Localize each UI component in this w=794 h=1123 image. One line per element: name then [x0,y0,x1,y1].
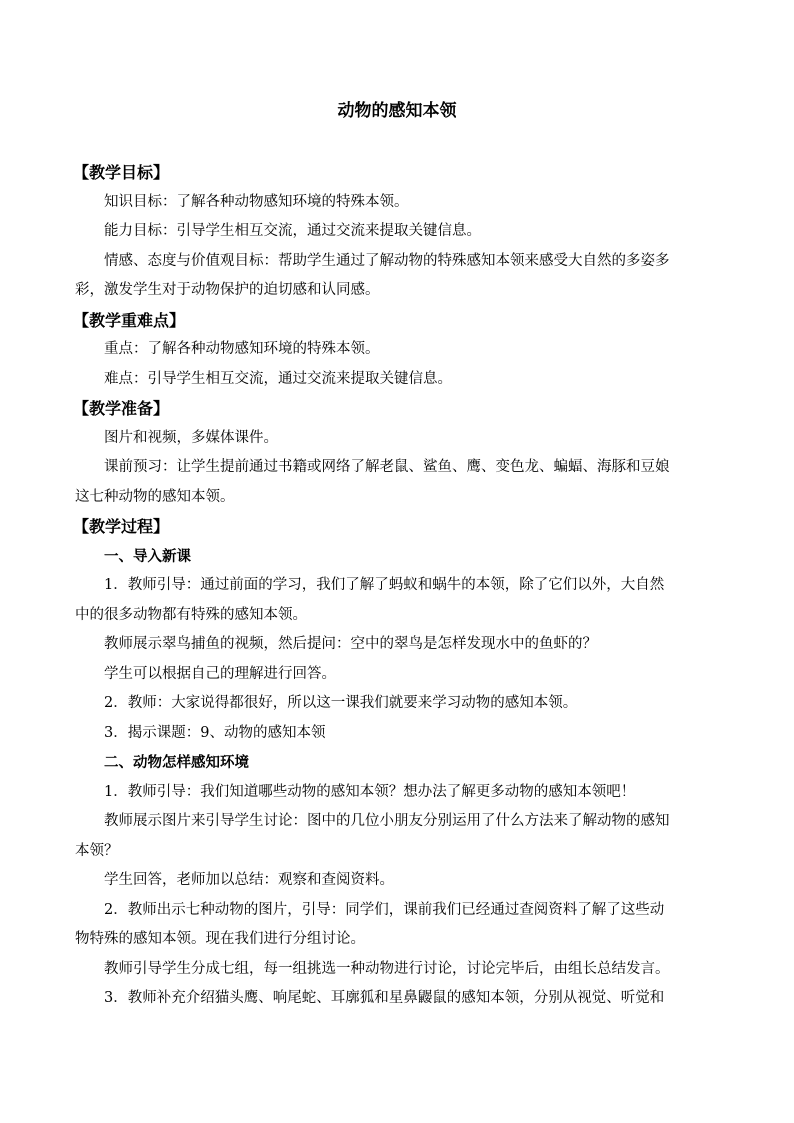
paragraph-difficult-point: 难点：引导学生相互交流，通过交流来提取关键信息。 [104,370,452,387]
paragraph-perception-discuss-line1: 教师展示图片来引导学生讨论：图中的几位小朋友分别运用了什么方法来了解动物的感知 [104,813,670,829]
paragraph-preview-line2: 这七种动物的感知本领。 [75,488,235,505]
paragraph-perception-discuss-line2: 本领？ [75,842,119,859]
subheading-intro: 一、导入新课 [104,547,191,565]
section-heading-key-points: 【教学重难点】 [73,310,186,330]
paragraph-intro-video: 教师展示翠鸟捕鱼的视频，然后提问：空中的翠鸟是怎样发现水中的鱼虾的？ [104,636,597,652]
paragraph-perception-2-line2: 物特殊的感知本领。现在我们进行分组讨论。 [75,931,365,947]
document-body [75,158,725,1014]
paragraph-key-point: 重点：了解各种动物感知环境的特殊本领。 [104,341,380,357]
paragraph-perception-2-line1: 2．教师出示七种动物的图片，引导：同学们，课前我们已经通过查阅资料了解了这些动 [104,901,665,918]
paragraph-perception-1: 1．教师引导：我们知道哪些动物的感知本领？想办法了解更多动物的感知本领吧！ [104,783,636,800]
section-heading-goals: 【教学目标】 [73,163,170,182]
section-heading-preparation: 【教学准备】 [73,399,170,418]
paragraph-intro-1-line2: 中的很多动物都有特殊的感知本领。 [75,606,307,623]
paragraph-knowledge-goal: 知识目标：了解各种动物感知环境的特殊本领。 [104,193,409,210]
paragraph-preview-line1: 课前预习：让学生提前通过书籍或网络了解老鼠、鲨鱼、鹰、变色龙、蝙蝠、海豚和豆娘 [104,459,670,475]
paragraph-intro-3: 3．揭示课题：9、动物的感知本领 [104,724,326,741]
paragraph-emotion-goal-line2: 彩，激发学生对于动物保护的迫切感和认同感。 [75,282,380,298]
paragraph-materials: 图片和视频，多媒体课件。 [104,429,278,446]
paragraph-perception-groups: 教师引导学生分成七组，每一组挑选一种动物进行讨论，讨论完毕后，由组长总结发言。 [104,960,670,977]
paragraph-intro-1-line1: 1．教师引导：通过前面的学习，我们了解了蚂蚁和蜗牛的本领，除了它们以外，大自然 [104,577,665,593]
paragraph-intro-answer: 学生可以根据自己的理解进行回答。 [104,665,336,682]
section-heading-process: 【教学过程】 [73,517,170,536]
subheading-perception: 二、动物怎样感知环境 [104,754,249,771]
paragraph-emotion-goal-line1: 情感、态度与价值观目标：帮助学生通过了解动物的特殊感知本领来感受大自然的多姿多 [104,252,670,269]
paragraph-perception-summary: 学生回答，老师加以总结：观察和查阅资料。 [104,872,394,888]
paragraph-perception-3: 3．教师补充介绍猫头鹰、响尾蛇、耳廓狐和星鼻鼹鼠的感知本领，分别从视觉、听觉和 [104,990,665,1006]
paragraph-intro-2: 2．教师：大家说得都很好，所以这一课我们就要来学习动物的感知本领。 [104,695,578,711]
paragraph-ability-goal: 能力目标：引导学生相互交流，通过交流来提取关键信息。 [104,223,481,239]
page-title: 动物的感知本领 [337,101,457,121]
